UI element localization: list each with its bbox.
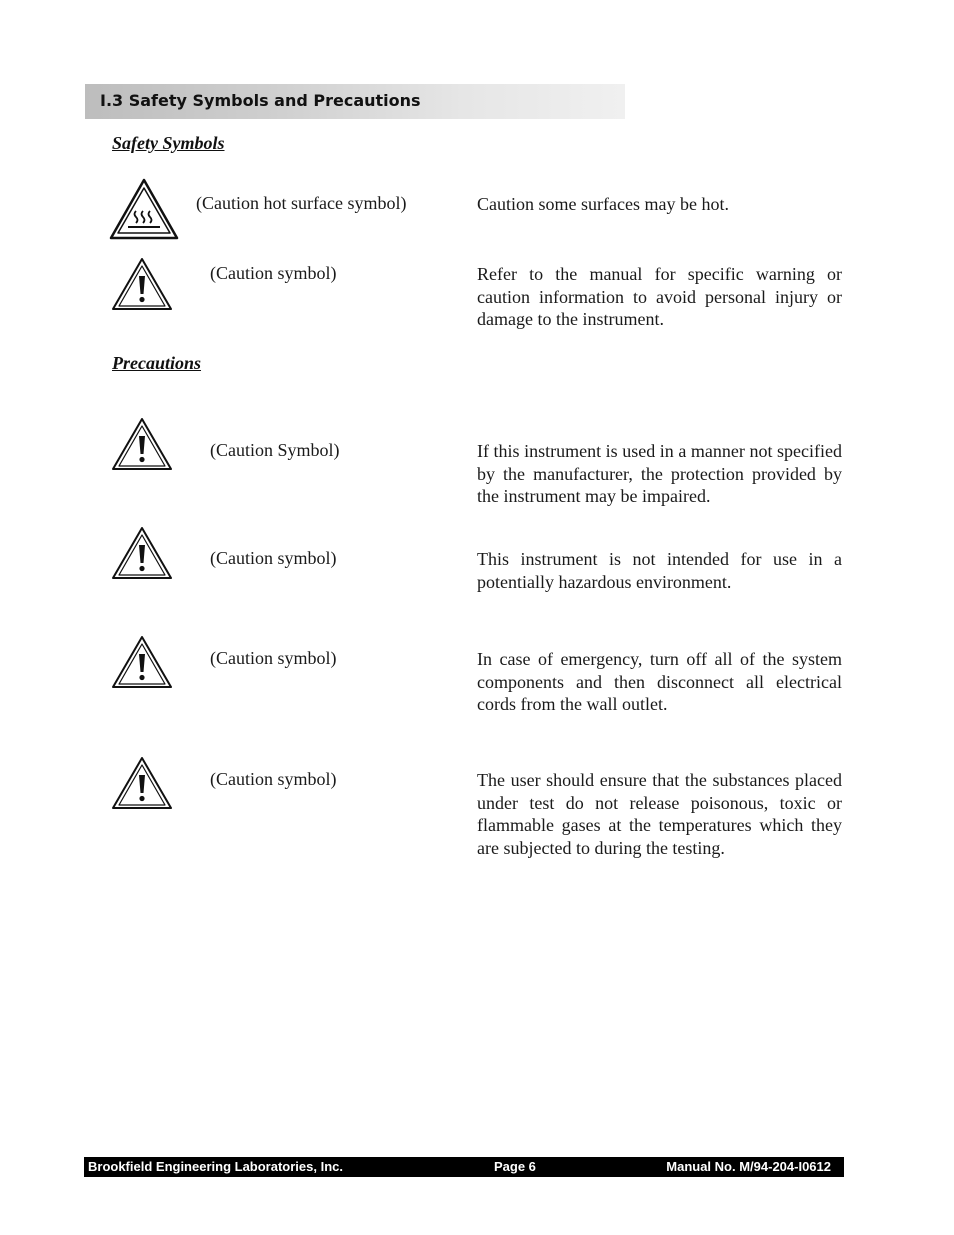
page-footer	[84, 1157, 844, 1177]
safety-symbols-heading: Safety Symbols	[112, 133, 225, 153]
precaution-label: (Caution symbol)	[210, 769, 337, 789]
hot-surface-symbol-label: (Caution hot surface symbol)	[196, 193, 407, 213]
precautions-heading: Precautions	[112, 353, 202, 373]
caution-symbol-label: (Caution symbol)	[210, 263, 337, 283]
section-title: I.3 Safety Symbols and Precautions	[100, 91, 421, 110]
caution-warning-icon	[111, 525, 173, 581]
precaution-description: The user should ensure that the substances placed under test do not release poisonous, toxic or flammable gases at the temperatures which they are subjected to during the testing.	[477, 770, 842, 858]
precaution-description: If this instrument is used in a manner not specified by the manufacturer, the protection provided by the instrument may be impaired.	[477, 441, 842, 506]
hot-surface-warning-icon	[108, 177, 180, 241]
footer-manual-number: Manual No. M/94-204-I0612	[666, 1159, 831, 1174]
caution-description: Refer to the manual for specific warning or caution information to avoid personal injury or damage to the instrument.	[477, 264, 842, 329]
precaution-description: This instrument is not intended for use in a potentially hazardous environment.	[477, 549, 842, 592]
precaution-label: (Caution Symbol)	[210, 440, 340, 460]
footer-page-number: Page 6	[494, 1159, 536, 1174]
section-header	[85, 84, 625, 119]
caution-warning-icon	[111, 416, 173, 472]
caution-warning-icon	[111, 755, 173, 811]
precaution-label: (Caution symbol)	[210, 548, 337, 568]
caution-warning-icon	[111, 256, 173, 312]
hot-surface-description: Caution some surfaces may be hot.	[477, 194, 729, 214]
footer-company: Brookfield Engineering Laboratories, Inc.	[88, 1159, 343, 1174]
precaution-label: (Caution symbol)	[210, 648, 337, 668]
caution-warning-icon	[111, 634, 173, 690]
precaution-description: In case of emergency, turn off all of the system components and then disconnect all electrical cords from the wall outlet.	[477, 649, 842, 714]
